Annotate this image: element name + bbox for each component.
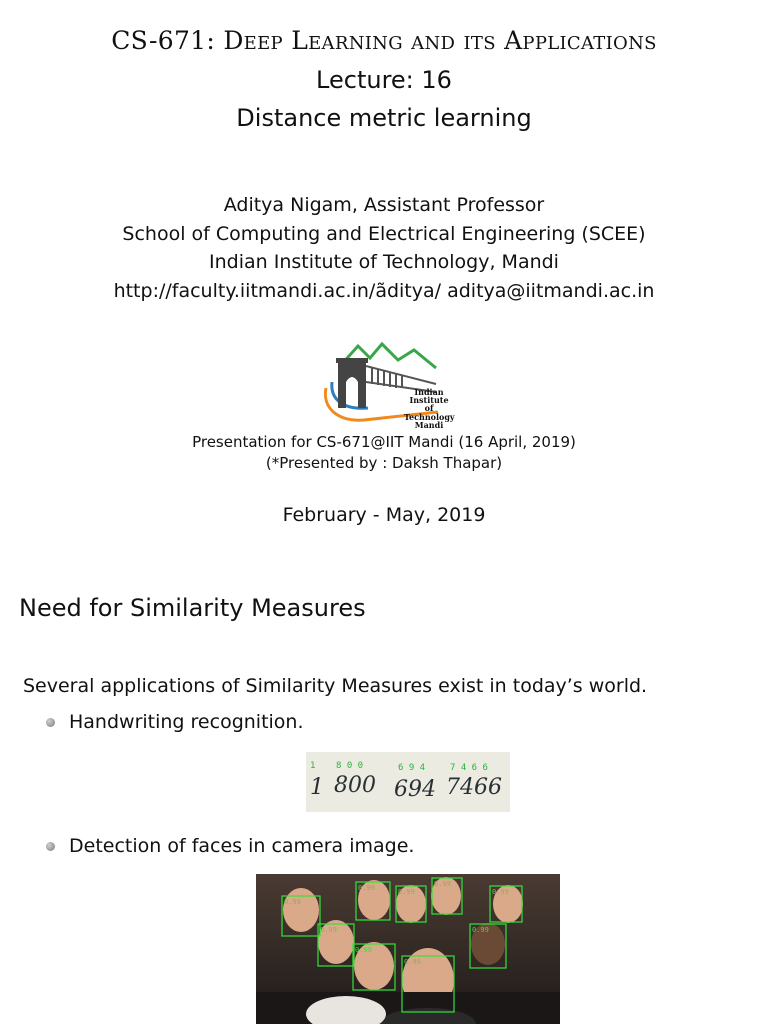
presenter-line: (*Presented by : Daksh Thapar) [265,454,503,472]
logo-text: Indian Institute of Technology Mandi [404,387,455,430]
author-name: Aditya Nigam, Assistant Professor [223,194,545,216]
bullet-icon [46,842,55,851]
svg-text:8 0 0: 8 0 0 [336,761,364,771]
face-detection-photo [256,874,560,1024]
svg-text:0.99: 0.99 [358,884,375,892]
course-title: CS-671: Deep Learning and its Applications [111,26,657,55]
face-detection-image [256,874,560,1024]
intro-text: Several applications of Similarity Measures exist in today’s world. [23,675,648,697]
similarity-slide [0,580,768,1024]
svg-text:0.99: 0.99 [492,888,509,896]
presentation-line: Presentation for CS-671@IIT Mandi (16 April, 2019) [192,433,576,451]
svg-text:0.99: 0.99 [320,926,337,934]
svg-text:0.99: 0.99 [355,946,372,954]
author-institute: Indian Institute of Technology, Mandi [209,251,559,273]
course-dates: February - May, 2019 [282,504,486,526]
bullet-item [46,835,414,857]
bullet-item [46,711,304,733]
presentation-info [0,432,768,474]
svg-text:0.99: 0.99 [404,958,421,966]
svg-text:694: 694 [394,777,436,802]
svg-text:1: 1 [310,761,316,771]
svg-text:0.99: 0.99 [398,888,415,896]
author-school: School of Computing and Electrical Engineering (SCEE) [122,222,646,245]
slide-title: Need for Similarity Measures [19,594,366,622]
svg-text:1: 1 [310,775,324,800]
svg-text:0.99: 0.99 [472,926,489,934]
bullet-text: Handwriting recognition. [69,711,304,733]
handwriting-digits [306,752,510,812]
svg-text:7 4 6 6: 7 4 6 6 [450,763,488,773]
svg-text:800: 800 [334,773,376,798]
svg-text:0.99: 0.99 [284,898,301,906]
author-contact: http://faculty.iitmandi.ac.in/ãditya/ aditya@iitmandi.ac.in [113,279,655,302]
handwriting-image [306,752,510,812]
bullet-icon [46,718,55,727]
svg-text:6 9 4: 6 9 4 [398,763,426,773]
svg-text:7466: 7466 [446,775,502,800]
svg-text:0.99: 0.99 [434,880,451,888]
author-block [0,191,768,305]
bullet-text: Detection of faces in camera image. [69,835,415,857]
lecture-topic: Distance metric learning [236,104,532,132]
lecture-number: Lecture: 16 [316,66,452,94]
